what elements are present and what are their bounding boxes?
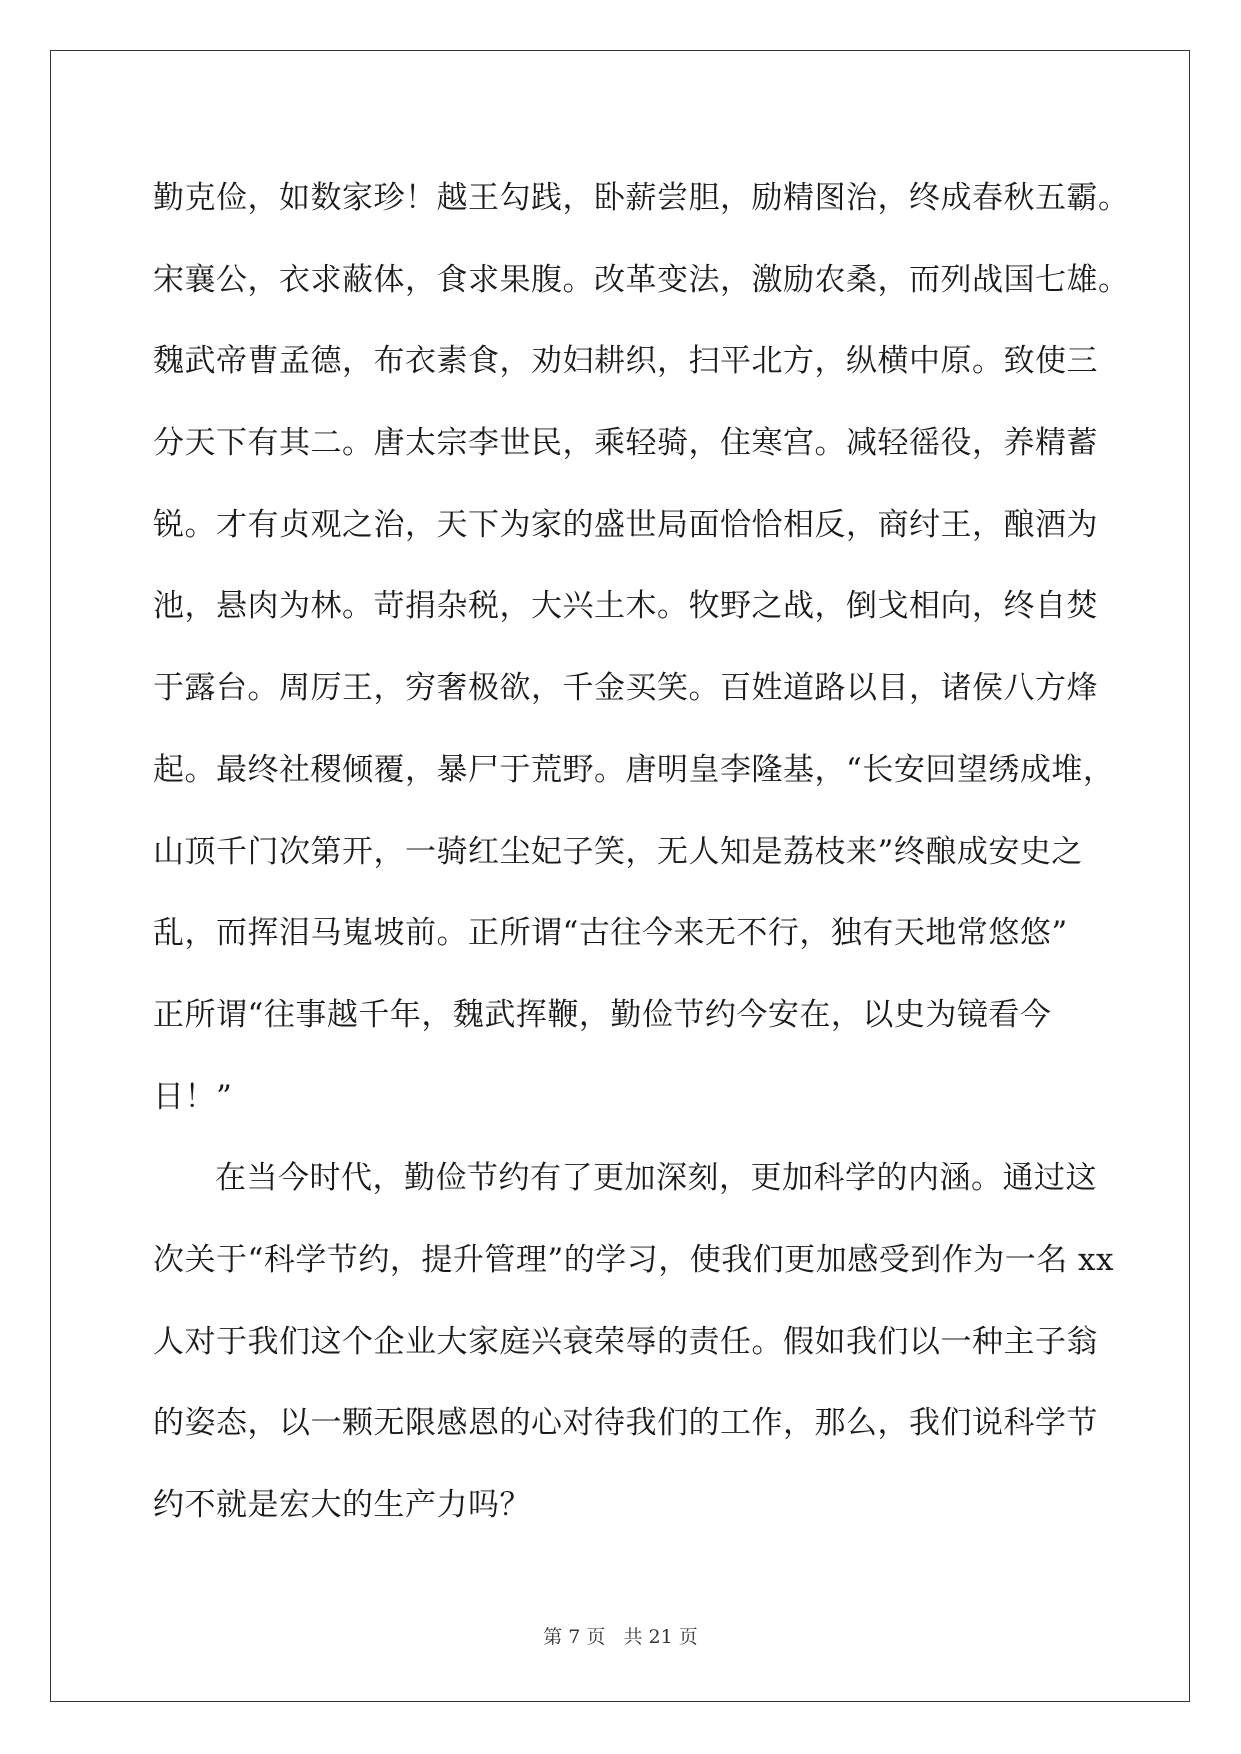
page-footer <box>0 1622 1241 1649</box>
text-line: 分天下有其二。唐太宗李世民，乘轻骑，住寒宫。减轻徭役，养精蓄 <box>153 425 1098 462</box>
text-line: 正所谓“往事越千年，魏武挥鞭，勤俭节约今安在，以史为镜看今 <box>153 996 1052 1033</box>
text-line: 池，悬肉为林。苛捐杂税，大兴土木。牧野之战，倒戈相向，终自焚 <box>153 588 1098 625</box>
text-line: 日！” <box>153 1078 233 1115</box>
page-total: 共 21 页 <box>623 1626 698 1648</box>
text-line: 宋襄公，衣求蔽体，食求果腹。改革变法，激励农桑，而列战国七雄。 <box>153 261 1130 298</box>
text-line: 次关于“科学节约，提升管理”的学习，使我们更加感受到作为一名 xx <box>153 1241 1115 1278</box>
text-line: 约不就是宏大的生产力吗？ <box>153 1487 531 1523</box>
text-line: 魏武帝曹孟德，布衣素食，劝妇耕织，扫平北方，纵横中原。致使三 <box>153 343 1098 380</box>
text-line: 人对于我们这个企业大家庭兴衰荣辱的责任。假如我们以一种主子翁 <box>153 1323 1098 1360</box>
document-body <box>153 158 1130 1547</box>
text-line: 勤克俭，如数家珍！越王勾践，卧薪尝胆，励精图治，终成春秋五霸。 <box>153 180 1130 216</box>
text-line: 乱，而挥泪马嵬坡前。正所谓“古往今来无不行，独有天地常悠悠” <box>153 915 1068 952</box>
text-line: 于露台。周厉王，穷奢极欲，千金买笑。百姓道路以目，诸侯八方烽 <box>153 670 1098 707</box>
text-line: 山顶千门次第开，一骑红尘妃子笑，无人知是荔枝来”终酿成安史之 <box>153 833 1083 870</box>
text-line: 锐。才有贞观之治，天下为家的盛世局面恰恰相反，商纣王，酿酒为 <box>153 506 1098 543</box>
text-line: 起。最终社稷倾覆，暴尸于荒野。唐明皇李隆基，“长安回望绣成堆， <box>153 751 1115 788</box>
page-number: 第 7 页 <box>543 1626 606 1648</box>
text-line-indented: 在当今时代，勤俭节约有了更加深刻，更加科学的内涵。通过这 <box>215 1160 1097 1197</box>
text-line: 的姿态，以一颗无限感恩的心对待我们的工作，那么，我们说科学节 <box>153 1405 1098 1442</box>
